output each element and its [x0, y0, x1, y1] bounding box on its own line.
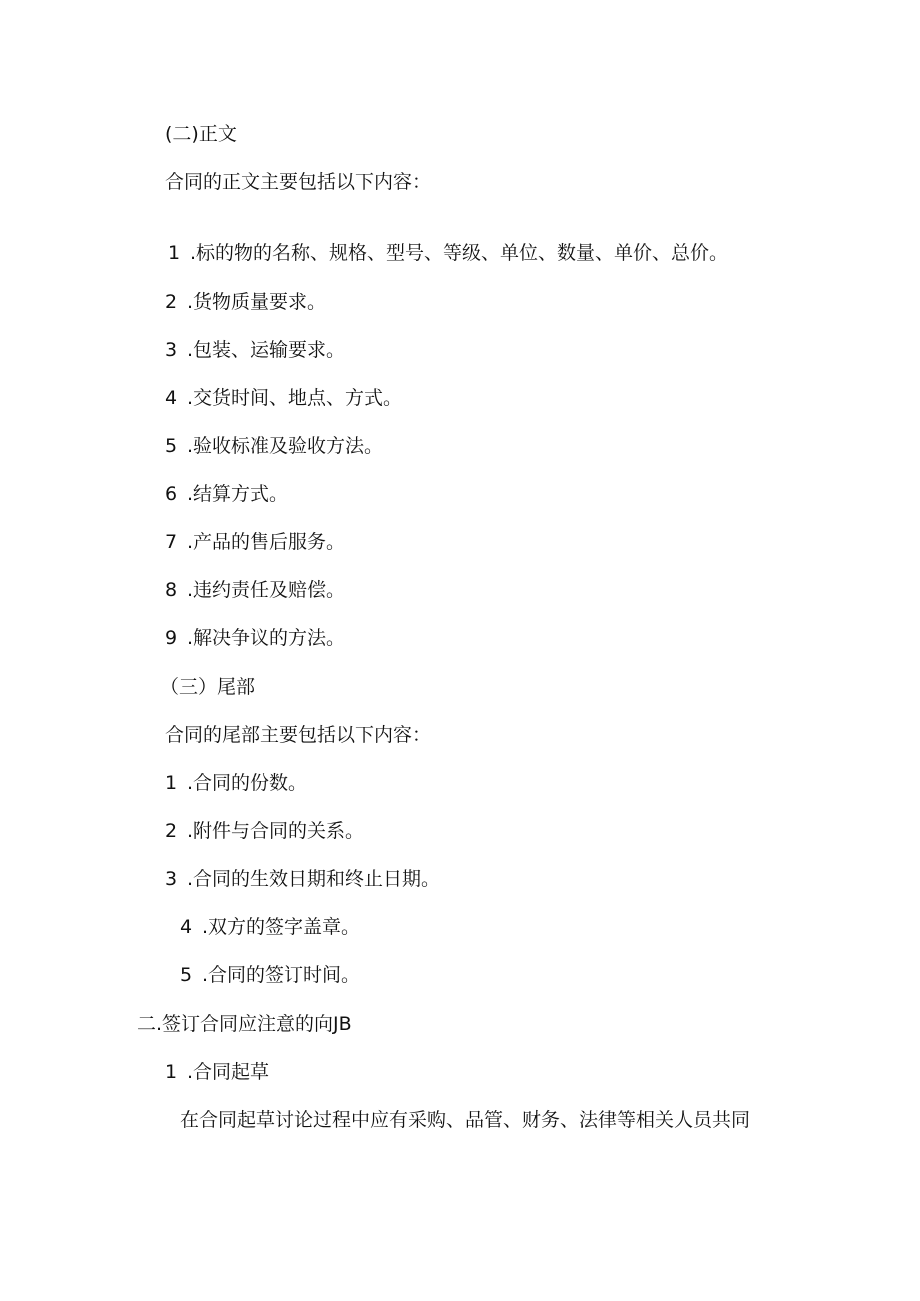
list-item-number: 7	[165, 531, 178, 553]
list-item	[165, 434, 383, 458]
subheading-number: 1	[165, 1061, 178, 1083]
list-item	[165, 530, 345, 554]
list-item	[165, 338, 345, 362]
list-item	[165, 578, 345, 602]
list-item-text: .结算方式。	[187, 483, 289, 505]
list-item	[165, 482, 288, 506]
list-item-number: 6	[165, 483, 178, 505]
list-item	[165, 771, 307, 795]
list-item-number: 3	[165, 868, 178, 890]
list-item-number: 5	[165, 435, 178, 457]
section-intro-body: 合同的正文主要包括以下内容：	[165, 171, 432, 193]
section-heading-body: (二)正文	[165, 123, 237, 145]
list-item-text: .合同的签订时间。	[202, 964, 361, 986]
section-heading-tail: （三）尾部	[160, 676, 256, 698]
list-item-number: 1	[168, 242, 181, 264]
list-item	[168, 241, 728, 265]
list-item-text: .违约责任及赔偿。	[187, 579, 346, 601]
list-item-text: .包装、运输要求。	[187, 339, 346, 361]
list-item-number: 1	[165, 772, 178, 794]
list-item-text: .交货时间、地点、方式。	[187, 387, 403, 409]
list-item	[165, 626, 345, 650]
list-item-text: .附件与合同的关系。	[187, 820, 365, 842]
list-item-text: .货物质量要求。	[187, 291, 327, 313]
list-item-text: .解决争议的方法。	[187, 627, 346, 649]
section-intro-tail: 合同的尾部主要包括以下内容：	[165, 724, 432, 746]
list-item-text: .产品的售后服务。	[187, 531, 346, 553]
list-item-number: 4	[165, 387, 178, 409]
list-item	[180, 915, 360, 939]
list-item-number: 3	[165, 339, 178, 361]
list-item	[165, 386, 402, 410]
list-item-number: 2	[165, 820, 178, 842]
list-item-number: 9	[165, 627, 178, 649]
body-paragraph: 在合同起草讨论过程中应有采购、品管、财务、法律等相关人员共同	[180, 1109, 751, 1131]
list-item	[165, 290, 326, 314]
list-item-number: 8	[165, 579, 178, 601]
list-item-number: 5	[180, 964, 193, 986]
subheading	[165, 1060, 269, 1084]
list-item-text: .双方的签字盖章。	[202, 916, 361, 938]
list-item	[165, 819, 364, 843]
list-item-text: .标的物的名称、规格、型号、等级、单位、数量、单价、总价。	[190, 242, 729, 264]
list-item-text: .合同的份数。	[187, 772, 308, 794]
list-item	[180, 963, 360, 987]
list-item-text: .合同的生效日期和终止日期。	[187, 868, 441, 890]
subheading-text: .合同起草	[187, 1061, 270, 1083]
list-item	[165, 867, 440, 891]
list-item-text: .验收标准及验收方法。	[187, 435, 384, 457]
list-item-number: 4	[180, 916, 193, 938]
part-heading: 二.签订合同应注意的向JB	[137, 1013, 352, 1035]
list-item-number: 2	[165, 291, 178, 313]
